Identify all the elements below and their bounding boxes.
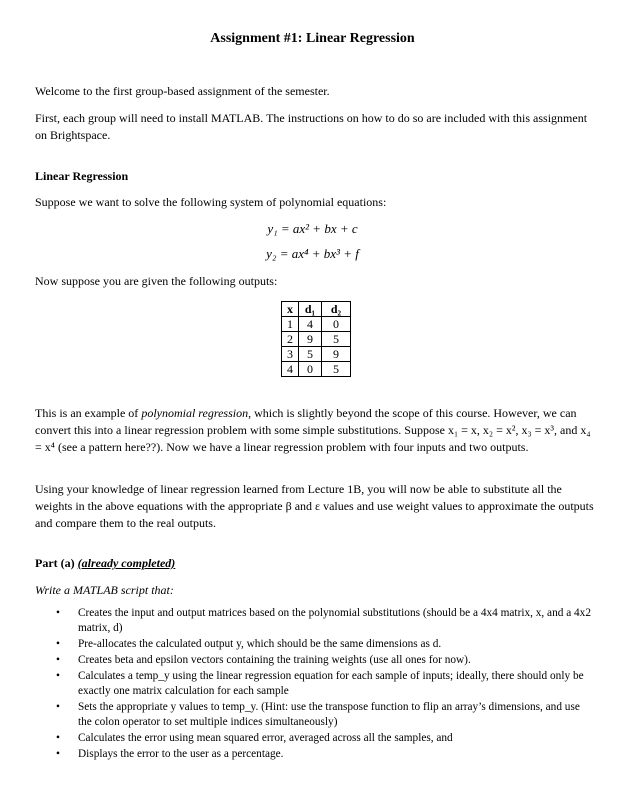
- table-cell: 5: [299, 347, 322, 362]
- list-item: [35, 606, 595, 636]
- list-item: [35, 653, 595, 668]
- list-item-text: Displays the error to the user as a percentage.: [78, 748, 284, 760]
- paragraph-text: This is an example of: [35, 406, 142, 420]
- section-heading-linear-regression: Linear Regression: [35, 169, 129, 183]
- outputs-lead-text: Now suppose you are given the following outputs:: [35, 274, 278, 288]
- table-cell: 0: [322, 317, 351, 332]
- list-item-text: Creates beta and epsilon vectors containing the training weights (use all ones for now).: [78, 654, 471, 666]
- bullet-icon: •: [56, 748, 60, 760]
- part-a-lead: Write a MATLAB script that:: [35, 583, 174, 597]
- bullet-icon: •: [56, 607, 60, 619]
- requirements-list: [35, 606, 595, 763]
- document-title: Assignment #1: Linear Regression: [210, 31, 415, 46]
- part-a-status-note: (already completed): [77, 556, 176, 570]
- polynomial-regression-paragraph: [35, 405, 595, 456]
- emphasis-text: polynomial regression: [141, 406, 249, 420]
- table-cell: 5: [322, 362, 351, 377]
- equation-y1: y₁ = ax² + bx + c: [267, 221, 358, 236]
- list-item-text: Creates the input and output matrices based on the polynomial substitutions (should be a 4x4 matrix, x, and a 4x2 matrix, d): [78, 607, 591, 634]
- list-item: [35, 669, 595, 699]
- column-header-d1: d₁: [299, 302, 322, 317]
- outputs-table: [281, 301, 351, 377]
- paragraph-text: , which is slightly beyond the scope of this course. However, we can convert this into a linear regression problem with some simple substitutions. Suppose x₁ = x, x₂ = x², x₃ = x³, and x₄ = x⁴ (see a pattern here??). Now we have a linear regression problem with four inputs and two outputs.: [35, 406, 591, 454]
- list-item-text: Sets the appropriate y values to temp_y. (Hint: use the transpose function to flip an array’s dimensions, and use the colon operator to set multiple indices simultaneously): [78, 701, 580, 728]
- table-cell: 5: [322, 332, 351, 347]
- bullet-icon: •: [56, 670, 60, 682]
- table-cell: 4: [282, 362, 299, 377]
- part-a-heading: [35, 556, 175, 571]
- table-cell: 9: [322, 347, 351, 362]
- table-cell: 1: [282, 317, 299, 332]
- table-header-row: [282, 302, 351, 317]
- intro-paragraph-welcome: Welcome to the first group-based assignment of the semester.: [35, 84, 330, 98]
- list-item: [35, 747, 595, 762]
- intro-paragraph-install: First, each group will need to install MATLAB. The instructions on how to do so are included with this assignment on Brightspace.: [35, 111, 588, 142]
- column-header-x: x: [282, 302, 299, 317]
- list-item: [35, 731, 595, 746]
- bullet-icon: •: [56, 654, 60, 666]
- list-item: [35, 700, 595, 730]
- list-item-text: Calculates the error using mean squared error, averaged across all the samples, and: [78, 732, 453, 744]
- table-cell: 4: [299, 317, 322, 332]
- table-cell: 3: [282, 347, 299, 362]
- lecture-1b-paragraph: Using your knowledge of linear regression learned from Lecture 1B, you will now be able to substitute all the weights in the above equations with the appropriate β and ε values and use weight values to approximate the outputs and compare them to the real outputs.: [35, 482, 594, 530]
- list-item-text: Pre-allocates the calculated output y, which should be the same dimensions as d.: [78, 638, 442, 650]
- table-cell: 2: [282, 332, 299, 347]
- list-item: [35, 637, 595, 652]
- equation-y2: y₂ = ax⁴ + bx³ + f: [266, 246, 359, 261]
- bullet-icon: •: [56, 732, 60, 744]
- table-cell: 0: [299, 362, 322, 377]
- list-item-text: Calculates a temp_y using the linear regression equation for each sample of inputs; ideally, there should only be exactly one matrix calculation for each sample: [78, 670, 584, 697]
- table-row: [282, 317, 351, 332]
- table-row: [282, 347, 351, 362]
- column-header-d2: d₂: [322, 302, 351, 317]
- part-a-label: Part (a): [35, 556, 75, 570]
- table-row: [282, 332, 351, 347]
- system-lead-text: Suppose we want to solve the following system of polynomial equations:: [35, 195, 387, 209]
- bullet-icon: •: [56, 638, 60, 650]
- table-row: [282, 362, 351, 377]
- table-cell: 9: [299, 332, 322, 347]
- bullet-icon: •: [56, 701, 60, 713]
